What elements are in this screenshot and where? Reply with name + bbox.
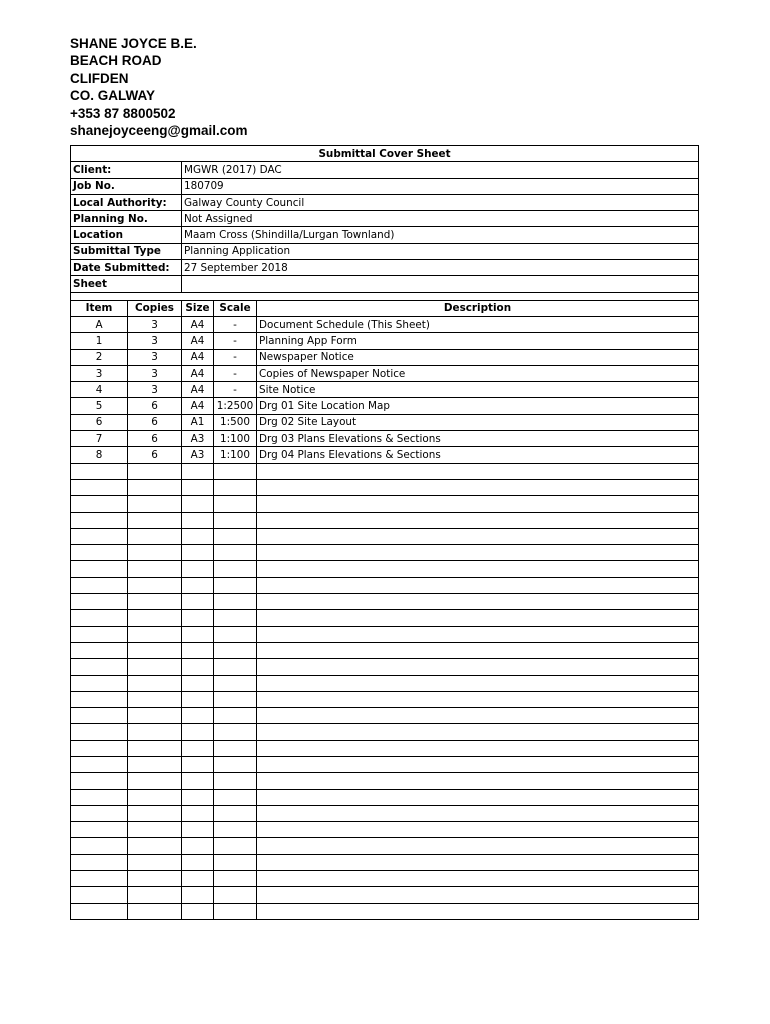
phone-number: +353 87 8800502 — [70, 105, 176, 121]
cell-size: A4 — [182, 398, 214, 414]
cell-item — [71, 756, 128, 772]
cell-copies — [128, 708, 182, 724]
info-value: Not Assigned — [182, 211, 699, 227]
cell-copies: 3 — [128, 365, 182, 381]
cell-item — [71, 463, 128, 479]
cell-description — [257, 805, 699, 821]
cell-size — [182, 675, 214, 691]
table-row — [71, 626, 699, 642]
cell-size: A4 — [182, 382, 214, 398]
cell-description — [257, 545, 699, 561]
cell-scale — [214, 903, 257, 919]
info-row — [71, 243, 699, 259]
cell-description — [257, 626, 699, 642]
cell-description — [257, 463, 699, 479]
cell-size: A4 — [182, 333, 214, 349]
cell-description — [257, 528, 699, 544]
cell-item — [71, 691, 128, 707]
cell-size — [182, 756, 214, 772]
cell-copies — [128, 724, 182, 740]
cell-item — [71, 659, 128, 675]
cell-item — [71, 577, 128, 593]
cell-copies — [128, 610, 182, 626]
cell-item — [71, 708, 128, 724]
info-value: Galway County Council — [182, 194, 699, 210]
cell-scale: 1:100 — [214, 447, 257, 463]
table-row — [71, 545, 699, 561]
cell-size — [182, 773, 214, 789]
cell-description — [257, 708, 699, 724]
cell-item: 5 — [71, 398, 128, 414]
address-line-3: CO. GALWAY — [70, 88, 156, 104]
cell-description — [257, 561, 699, 577]
cell-item — [71, 626, 128, 642]
table-row — [71, 773, 699, 789]
cell-copies: 3 — [128, 316, 182, 332]
cell-size — [182, 887, 214, 903]
table-row — [71, 561, 699, 577]
cell-description — [257, 822, 699, 838]
header-item: Item — [71, 300, 128, 316]
cell-size — [182, 479, 214, 495]
table-row — [71, 789, 699, 805]
cell-item — [71, 545, 128, 561]
table-row — [71, 333, 699, 349]
cell-description — [257, 659, 699, 675]
column-header-row — [71, 300, 699, 316]
cell-item — [71, 903, 128, 919]
cell-copies — [128, 528, 182, 544]
sheet-title: Submittal Cover Sheet — [71, 146, 699, 162]
cell-scale: 1:2500 — [214, 398, 257, 414]
cell-description: Drg 04 Plans Elevations & Sections — [257, 447, 699, 463]
table-row — [71, 871, 699, 887]
address-line-2: CLIFDEN — [70, 70, 129, 86]
cell-copies: 6 — [128, 414, 182, 430]
cell-scale: 1:100 — [214, 431, 257, 447]
cell-scale — [214, 561, 257, 577]
info-value: Planning Application — [182, 243, 699, 259]
info-row — [71, 178, 699, 194]
cell-description — [257, 512, 699, 528]
cell-item — [71, 496, 128, 512]
company-name: SHANE JOYCE B.E. — [70, 36, 197, 51]
cell-item — [71, 479, 128, 495]
cell-size: A4 — [182, 316, 214, 332]
cell-description: Drg 01 Site Location Map — [257, 398, 699, 414]
cell-scale — [214, 528, 257, 544]
cell-item: 4 — [71, 382, 128, 398]
cell-copies: 3 — [128, 333, 182, 349]
cell-size — [182, 708, 214, 724]
cell-scale — [214, 675, 257, 691]
table-row — [71, 740, 699, 756]
cell-item: 6 — [71, 414, 128, 430]
cell-scale — [214, 822, 257, 838]
cell-item: 8 — [71, 447, 128, 463]
cell-copies — [128, 594, 182, 610]
cell-scale: - — [214, 333, 257, 349]
info-row — [71, 194, 699, 210]
table-row — [71, 903, 699, 919]
cell-description: Drg 03 Plans Elevations & Sections — [257, 431, 699, 447]
table-row — [71, 577, 699, 593]
cell-scale — [214, 496, 257, 512]
cell-description — [257, 594, 699, 610]
cell-size — [182, 740, 214, 756]
cell-scale — [214, 463, 257, 479]
cell-size — [182, 512, 214, 528]
cell-item — [71, 512, 128, 528]
info-value: 180709 — [182, 178, 699, 194]
cell-description — [257, 675, 699, 691]
cell-scale: - — [214, 349, 257, 365]
cell-copies — [128, 496, 182, 512]
cell-size — [182, 642, 214, 658]
cell-copies — [128, 854, 182, 870]
cell-item — [71, 561, 128, 577]
cell-scale — [214, 854, 257, 870]
info-label: Job No. — [71, 178, 182, 194]
table-row — [71, 463, 699, 479]
cell-description — [257, 610, 699, 626]
table-row — [71, 398, 699, 414]
cell-copies — [128, 822, 182, 838]
cell-copies — [128, 838, 182, 854]
cell-description: Site Notice — [257, 382, 699, 398]
cell-copies — [128, 626, 182, 642]
cell-size — [182, 594, 214, 610]
cell-item — [71, 642, 128, 658]
info-row — [71, 211, 699, 227]
cell-size — [182, 659, 214, 675]
cell-scale — [214, 871, 257, 887]
title-row — [71, 146, 699, 162]
submittal-cover-sheet-table — [70, 145, 699, 920]
table-row — [71, 691, 699, 707]
table-row — [71, 708, 699, 724]
cell-size: A3 — [182, 447, 214, 463]
cell-scale — [214, 756, 257, 772]
cell-copies — [128, 871, 182, 887]
info-row — [71, 276, 699, 292]
cell-copies — [128, 675, 182, 691]
cell-item — [71, 789, 128, 805]
cell-description — [257, 479, 699, 495]
cell-copies: 6 — [128, 447, 182, 463]
cell-scale — [214, 789, 257, 805]
cell-copies — [128, 691, 182, 707]
cell-scale — [214, 626, 257, 642]
cell-copies — [128, 561, 182, 577]
cell-copies — [128, 756, 182, 772]
spacer-row — [71, 292, 699, 300]
cell-size — [182, 691, 214, 707]
table-row — [71, 675, 699, 691]
cell-size: A4 — [182, 365, 214, 381]
table-row — [71, 854, 699, 870]
table-row — [71, 756, 699, 772]
header-size: Size — [182, 300, 214, 316]
cell-description — [257, 871, 699, 887]
info-label: Planning No. — [71, 211, 182, 227]
table-row — [71, 512, 699, 528]
cell-scale — [214, 659, 257, 675]
cell-item — [71, 594, 128, 610]
cell-scale — [214, 545, 257, 561]
info-row — [71, 227, 699, 243]
email-address: shanejoyceeng@gmail.com — [70, 123, 248, 139]
cell-size — [182, 496, 214, 512]
table-row — [71, 805, 699, 821]
cell-copies — [128, 479, 182, 495]
cell-size: A1 — [182, 414, 214, 430]
cell-item — [71, 871, 128, 887]
cell-copies — [128, 903, 182, 919]
cell-description — [257, 724, 699, 740]
table-row — [71, 822, 699, 838]
cell-size — [182, 724, 214, 740]
table-row — [71, 431, 699, 447]
cell-scale — [214, 479, 257, 495]
cell-size: A4 — [182, 349, 214, 365]
cell-scale — [214, 724, 257, 740]
table-row — [71, 724, 699, 740]
cell-description: Newspaper Notice — [257, 349, 699, 365]
table-row — [71, 447, 699, 463]
cell-copies — [128, 577, 182, 593]
cell-item — [71, 610, 128, 626]
table-row — [71, 610, 699, 626]
cell-size — [182, 871, 214, 887]
cell-description — [257, 740, 699, 756]
cell-item — [71, 822, 128, 838]
table-row — [71, 659, 699, 675]
cell-copies — [128, 773, 182, 789]
table-row — [71, 496, 699, 512]
cell-copies — [128, 463, 182, 479]
cell-description: Copies of Newspaper Notice — [257, 365, 699, 381]
cell-scale — [214, 740, 257, 756]
cell-description — [257, 691, 699, 707]
cell-description — [257, 756, 699, 772]
cell-size — [182, 822, 214, 838]
cell-scale: - — [214, 316, 257, 332]
cell-item — [71, 724, 128, 740]
cell-copies — [128, 887, 182, 903]
cell-description: Drg 02 Site Layout — [257, 414, 699, 430]
cell-description — [257, 496, 699, 512]
cell-size — [182, 545, 214, 561]
spacer-cell — [71, 292, 699, 300]
table-row — [71, 594, 699, 610]
cell-size — [182, 789, 214, 805]
cell-item: 2 — [71, 349, 128, 365]
cell-item: 7 — [71, 431, 128, 447]
header-scale: Scale — [214, 300, 257, 316]
cell-copies: 6 — [128, 431, 182, 447]
info-label: Local Authority: — [71, 194, 182, 210]
table-row — [71, 528, 699, 544]
cell-description — [257, 773, 699, 789]
cell-description — [257, 903, 699, 919]
cell-scale: - — [214, 365, 257, 381]
cell-copies — [128, 512, 182, 528]
cell-copies — [128, 642, 182, 658]
info-row — [71, 162, 699, 178]
cell-scale — [214, 773, 257, 789]
cell-item: 1 — [71, 333, 128, 349]
cell-item — [71, 805, 128, 821]
cell-size — [182, 577, 214, 593]
cell-size — [182, 903, 214, 919]
cell-scale — [214, 610, 257, 626]
info-label: Location — [71, 227, 182, 243]
cell-item — [71, 838, 128, 854]
table-row — [71, 642, 699, 658]
cell-scale — [214, 594, 257, 610]
cell-size — [182, 854, 214, 870]
cell-copies — [128, 545, 182, 561]
cell-scale — [214, 577, 257, 593]
table-row — [71, 316, 699, 332]
cell-item — [71, 887, 128, 903]
cell-scale — [214, 512, 257, 528]
cell-scale — [214, 708, 257, 724]
cell-description — [257, 887, 699, 903]
cell-size: A3 — [182, 431, 214, 447]
cell-copies: 6 — [128, 398, 182, 414]
cell-item — [71, 854, 128, 870]
cell-description: Document Schedule (This Sheet) — [257, 316, 699, 332]
table-row — [71, 382, 699, 398]
cell-size — [182, 528, 214, 544]
header-copies: Copies — [128, 300, 182, 316]
cell-item — [71, 773, 128, 789]
table-row — [71, 365, 699, 381]
cell-scale — [214, 805, 257, 821]
cell-scale: - — [214, 382, 257, 398]
header-description: Description — [257, 300, 699, 316]
cell-item: A — [71, 316, 128, 332]
cell-copies — [128, 789, 182, 805]
cell-copies: 3 — [128, 382, 182, 398]
cell-copies — [128, 805, 182, 821]
cell-description — [257, 838, 699, 854]
cell-copies: 3 — [128, 349, 182, 365]
info-label: Sheet — [71, 276, 182, 292]
info-label: Date Submitted: — [71, 260, 182, 276]
cell-scale: 1:500 — [214, 414, 257, 430]
cell-scale — [214, 691, 257, 707]
info-label: Client: — [71, 162, 182, 178]
address-line-1: BEACH ROAD — [70, 53, 162, 69]
cell-size — [182, 610, 214, 626]
info-label: Submittal Type — [71, 243, 182, 259]
cell-item — [71, 528, 128, 544]
cell-item — [71, 740, 128, 756]
cell-description — [257, 789, 699, 805]
cell-description — [257, 642, 699, 658]
cell-size — [182, 838, 214, 854]
info-row — [71, 260, 699, 276]
info-value: MGWR (2017) DAC — [182, 162, 699, 178]
table-row — [71, 479, 699, 495]
info-value: Maam Cross (Shindilla/Lurgan Townland) — [182, 227, 699, 243]
cell-description: Planning App Form — [257, 333, 699, 349]
cell-size — [182, 805, 214, 821]
cell-description — [257, 577, 699, 593]
cell-description — [257, 854, 699, 870]
cell-copies — [128, 740, 182, 756]
letterhead — [70, 35, 247, 139]
cell-size — [182, 463, 214, 479]
cell-scale — [214, 642, 257, 658]
cell-scale — [214, 887, 257, 903]
table-row — [71, 887, 699, 903]
table-row — [71, 414, 699, 430]
table-row — [71, 349, 699, 365]
cell-size — [182, 626, 214, 642]
cell-copies — [128, 659, 182, 675]
cell-item: 3 — [71, 365, 128, 381]
cell-size — [182, 561, 214, 577]
info-value: 27 September 2018 — [182, 260, 699, 276]
cell-scale — [214, 838, 257, 854]
info-value — [182, 276, 699, 292]
cell-item — [71, 675, 128, 691]
table-row — [71, 838, 699, 854]
